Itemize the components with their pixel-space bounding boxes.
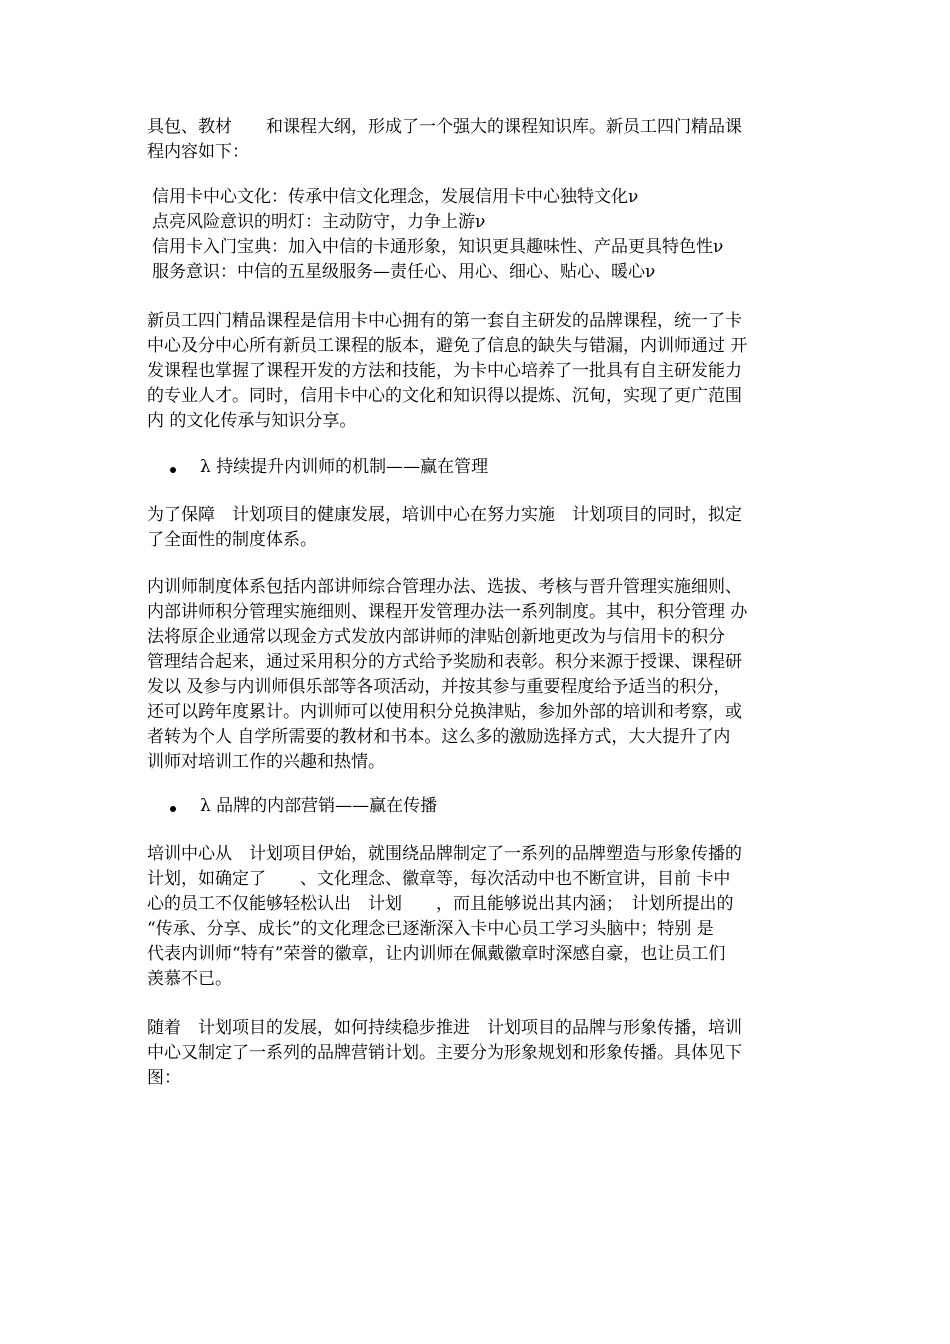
paragraph-course-library xyxy=(147,115,815,165)
section-heading-branding xyxy=(170,794,437,819)
bullet-icon xyxy=(170,806,176,812)
text-line: 培训中心从 计划项目伊始，就围绕品牌制定了一系列的品牌塑造与形象传播的 xyxy=(147,844,742,864)
bullet-icon xyxy=(170,467,176,473)
text-line: 图： xyxy=(147,1068,181,1088)
text-line: 代表内训师“特有”荣誉的徽章，让内训师在佩戴徽章时深感自豪，也让员工们 xyxy=(147,944,726,964)
list-item: 点亮风险意识的明灯：主动防守，力争上游ν xyxy=(152,212,486,232)
text-line: 随着 计划项目的发展，如何持续稳步推进 计划项目的品牌与形象传播，培训 xyxy=(147,1018,742,1038)
text-line: 中心又制定了一系列的品牌营销计划。主要分为形象规划和形象传播。具体见下 xyxy=(147,1043,742,1063)
text-line: 内训师制度体系包括内部讲师综合管理办法、选拔、考核与晋升管理实施细则、 xyxy=(147,577,742,597)
paragraph-course-summary xyxy=(147,309,815,434)
paragraph-brand-marketing xyxy=(147,1016,815,1091)
text-line: 心的员工不仅能够轻松认出 计划 ，而且能够说出其内涵； 计划所提出的 xyxy=(147,894,734,914)
text-line: 发课程也掌握了课程开发的方法和技能，为卡中心培养了一批具有自主研发能力 xyxy=(147,361,742,381)
text-line: 新员工四门精品课程是信用卡中心拥有的第一套自主研发的品牌课程，统一了卡 xyxy=(147,311,742,331)
text-line: 训师对培训工作的兴趣和热情。 xyxy=(147,752,385,772)
text-line: 程内容如下： xyxy=(147,142,249,162)
text-line: 羡慕不已。 xyxy=(147,969,232,989)
paragraph-system-intro xyxy=(147,503,815,553)
list-item: 信用卡入门宝典：加入中信的卡通形象，知识更具趣味性、产品更具特色性ν xyxy=(152,237,724,257)
heading-text: λ 品牌的内部营销——赢在传播 xyxy=(200,796,438,816)
paragraph-branding-plan xyxy=(147,842,815,992)
text-line: 内部讲师积分管理实施细则、课程开发管理办法一系列制度。其中，积分管理 办 xyxy=(147,602,748,622)
list-item: 信用卡中心文化：传承中信文化理念，发展信用卡中心独特文化ν xyxy=(152,187,639,207)
course-list xyxy=(152,185,723,285)
text-line: 为了保障 计划项目的健康发展，培训中心在努力实施 计划项目的同时，拟定 xyxy=(147,505,742,525)
text-line: 内 的文化传承与知识分享。 xyxy=(147,411,357,431)
text-line: 了全面性的制度体系。 xyxy=(147,530,317,550)
text-line: “传承、分享、成长”的文化理念已逐渐深入卡中心员工学习头脑中；特别 是 xyxy=(147,919,714,939)
heading-text: λ 持续提升内训师的机制——赢在管理 xyxy=(200,457,489,477)
text-line: 的专业人才。同时，信用卡中心的文化和知识得以提炼、沉甸，实现了更广范围 xyxy=(147,386,742,406)
text-line: 计划，如确定了 、文化理念、徽章等，每次活动中也不断宣讲，目前 卡中 xyxy=(147,869,731,889)
text-line: 管理结合起来，通过采用积分的方式给予奖励和表彰。积分来源于授课、课程研 xyxy=(147,652,742,672)
text-line: 具包、教材 和课程大纲，形成了一个强大的课程知识库。新员工四门精品课 xyxy=(147,117,742,137)
list-item: 服务意识：中信的五星级服务—责任心、用心、细心、贴心、暖心ν xyxy=(152,262,656,282)
text-line: 法将原企业通常以现金方式发放内部讲师的津贴创新地更改为与信用卡的积分 xyxy=(147,627,725,647)
text-line: 者转为个人 自学所需要的教材和书本。这么多的激励选择方式，大大提升了内 xyxy=(147,727,731,747)
section-heading-management xyxy=(170,455,488,480)
paragraph-system-detail xyxy=(147,575,815,775)
text-line: 中心及分中心所有新员工课程的版本，避免了信息的缺失与错漏，内训师通过 开 xyxy=(147,336,748,356)
text-line: 发以 及参与内训师俱乐部等各项活动，并按其参与重要程度给予适当的积分， xyxy=(147,677,731,697)
text-line: 还可以跨年度累计。内训师可以使用积分兑换津贴，参加外部的培训和考察，或 xyxy=(147,702,742,722)
